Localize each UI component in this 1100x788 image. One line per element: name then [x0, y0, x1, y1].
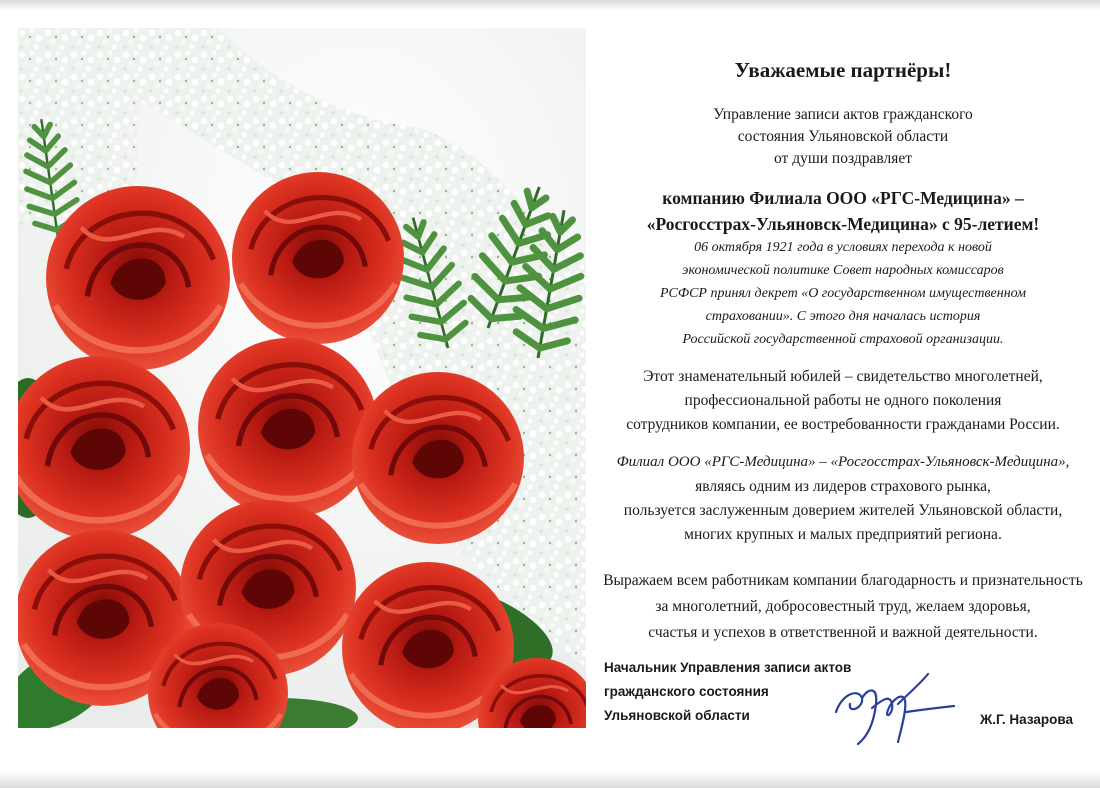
branch-line: пользуется заслуженным доверием жителей Ульяновской области,: [623, 502, 1063, 519]
branch-name-line: Филиал ООО «РГС-Медицина» – «Росгосстрах-Ульяновск-Медицина»,: [616, 454, 1070, 470]
thanks-line: Выражаем всем работникам компании благодарность и признательность: [603, 572, 1083, 589]
jubilee-line: Этот знаменательный юбилей – свидетельство многолетней,: [643, 368, 1043, 385]
letter-body: [586, 46, 1100, 646]
scan-edge-top: [0, 0, 1100, 10]
intro-line: от души поздравляет: [774, 150, 912, 167]
branch-line: являясь одним из лидеров страхового рынка,: [695, 478, 991, 495]
thanks-line: счастья и успехов в ответственной и важной деятельности.: [648, 624, 1038, 641]
handwritten-signature: [828, 664, 958, 750]
roses-illustration: [18, 28, 586, 728]
company-line: компанию Филиала ООО «РГС-Медицина» –: [662, 188, 1024, 208]
intro-line: Управление записи актов гражданского: [713, 106, 973, 123]
jubilee-line: сотрудников компании, ее востребованности гражданами России.: [626, 416, 1060, 433]
scan-edge-bottom: [0, 770, 1100, 788]
signer-position-line: Ульяновской области: [604, 708, 750, 723]
history-line: РСФСР принял декрет «О государственном имущественном: [659, 286, 1027, 301]
jubilee-line: профессиональной работы не одного поколения: [684, 392, 1002, 409]
signature-block: [586, 648, 1100, 758]
history-line: страховании». С этого дня началась история: [705, 309, 981, 324]
letter-title: Уважаемые партнёры!: [734, 58, 952, 82]
signer-position-line: гражданского состояния: [604, 684, 769, 699]
branch-line: многих крупных и малых предприятий региона.: [684, 526, 1002, 543]
signer-position-line: Начальник Управления записи актов: [604, 660, 852, 675]
history-line: 06 октября 1921 года в условиях перехода к новой: [694, 240, 992, 255]
signer-name: Ж.Г. Назарова: [980, 712, 1074, 727]
company-line: «Росгосстрах-Ульяновск-Медицина» с 95-летием!: [646, 214, 1040, 234]
history-line: экономической политике Совет народных комиссаров: [682, 263, 1004, 278]
roses-bouquet-image: [18, 28, 586, 728]
thanks-line: за многолетний, добросовестный труд, желаем здоровья,: [655, 598, 1031, 615]
history-line: Российской государственной страховой организации.: [682, 332, 1004, 347]
intro-line: состояния Ульяновской области: [737, 128, 949, 145]
